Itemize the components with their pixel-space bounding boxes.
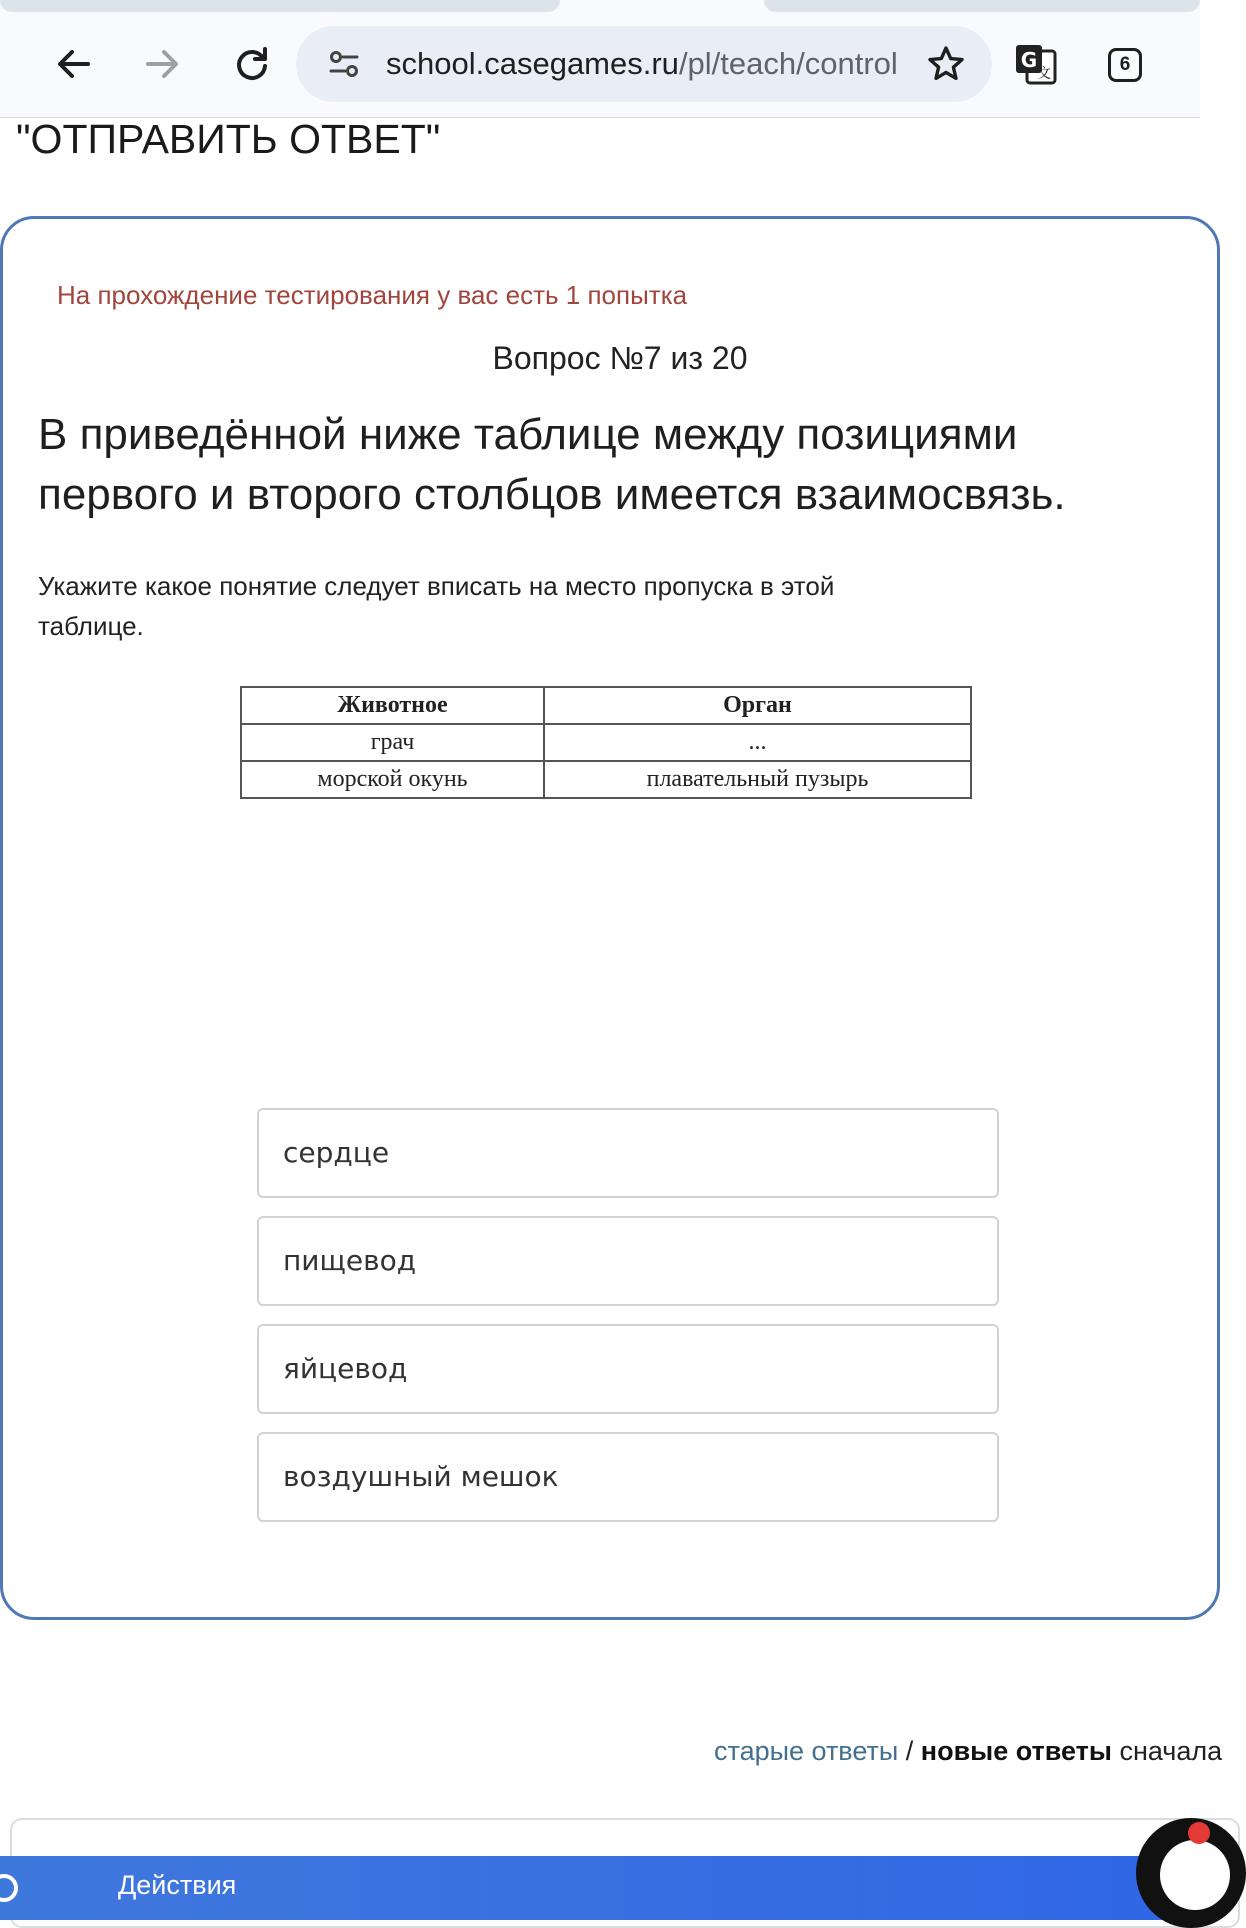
tab-background[interactable]	[0, 0, 560, 12]
google-translate-icon	[1013, 41, 1059, 87]
bookmark-button[interactable]	[922, 40, 970, 88]
star-icon	[926, 44, 966, 84]
tab-strip	[0, 0, 1200, 14]
forward-button[interactable]	[134, 36, 190, 92]
table-header-row	[241, 687, 971, 724]
back-button[interactable]	[46, 36, 102, 92]
translate-button[interactable]	[1008, 36, 1064, 92]
answer-option[interactable]: воздушный мешок	[257, 1432, 999, 1522]
url-path: /pl/teach/control	[678, 46, 898, 81]
address-bar[interactable]	[296, 26, 992, 102]
site-info-button[interactable]	[322, 42, 366, 86]
sort-suffix: сначала	[1111, 1736, 1223, 1766]
notification-dot	[1188, 1822, 1210, 1844]
actions-label: Действия	[118, 1870, 237, 1900]
svg-text:G: G	[1020, 48, 1038, 72]
table-header-cell: Орган	[544, 687, 971, 724]
attempts-notice: На прохождение тестирования у вас есть 1 попытка	[57, 280, 688, 310]
menu-icon	[0, 1868, 22, 1908]
tab-background[interactable]	[764, 0, 1200, 12]
answer-options	[257, 1108, 999, 1540]
table-cell: ...	[544, 724, 971, 761]
question-table	[240, 686, 972, 799]
table-header-cell: Животное	[241, 687, 544, 724]
question-number: Вопрос №7 из 20	[492, 340, 748, 376]
actions-bar[interactable]	[0, 1856, 1200, 1920]
sort-separator: /	[898, 1736, 921, 1766]
table-cell: плавательный пузырь	[544, 761, 971, 798]
reload-button[interactable]	[224, 36, 280, 92]
tab-count-button[interactable]: 6	[1108, 48, 1142, 82]
answer-option[interactable]: яйцевод	[257, 1324, 999, 1414]
reload-icon	[232, 44, 272, 84]
browser-toolbar	[0, 14, 1200, 118]
answer-option[interactable]: пищевод	[257, 1216, 999, 1306]
table-row	[241, 724, 971, 761]
chat-button[interactable]	[1136, 1818, 1246, 1928]
table-cell: грач	[241, 724, 544, 761]
url-host: school.casegames.ru	[386, 46, 679, 81]
sort-links	[714, 1736, 1222, 1767]
table-row	[241, 761, 971, 798]
url-text[interactable]	[386, 44, 906, 84]
sort-old-answers-link[interactable]: старые ответы	[714, 1736, 899, 1766]
sort-new-answers-link[interactable]: новые ответы	[920, 1736, 1112, 1766]
question-title: В приведённой ниже таблице между позициями первого и второго столбцов имеется взаимосвязь.	[38, 410, 1066, 519]
question-subtitle: Укажите какое понятие следует вписать на место пропуска в этой таблице.	[38, 571, 835, 641]
arrow-left-icon	[54, 44, 94, 84]
tune-icon	[327, 47, 361, 81]
arrow-right-icon	[142, 44, 182, 84]
instruction-text: "ОТПРАВИТЬ ОТВЕТ"	[16, 116, 441, 162]
svg-text:文: 文	[1037, 66, 1051, 82]
table-cell: морской окунь	[241, 761, 544, 798]
answer-option[interactable]: сердце	[257, 1108, 999, 1198]
chat-bubble-icon	[1160, 1840, 1230, 1910]
